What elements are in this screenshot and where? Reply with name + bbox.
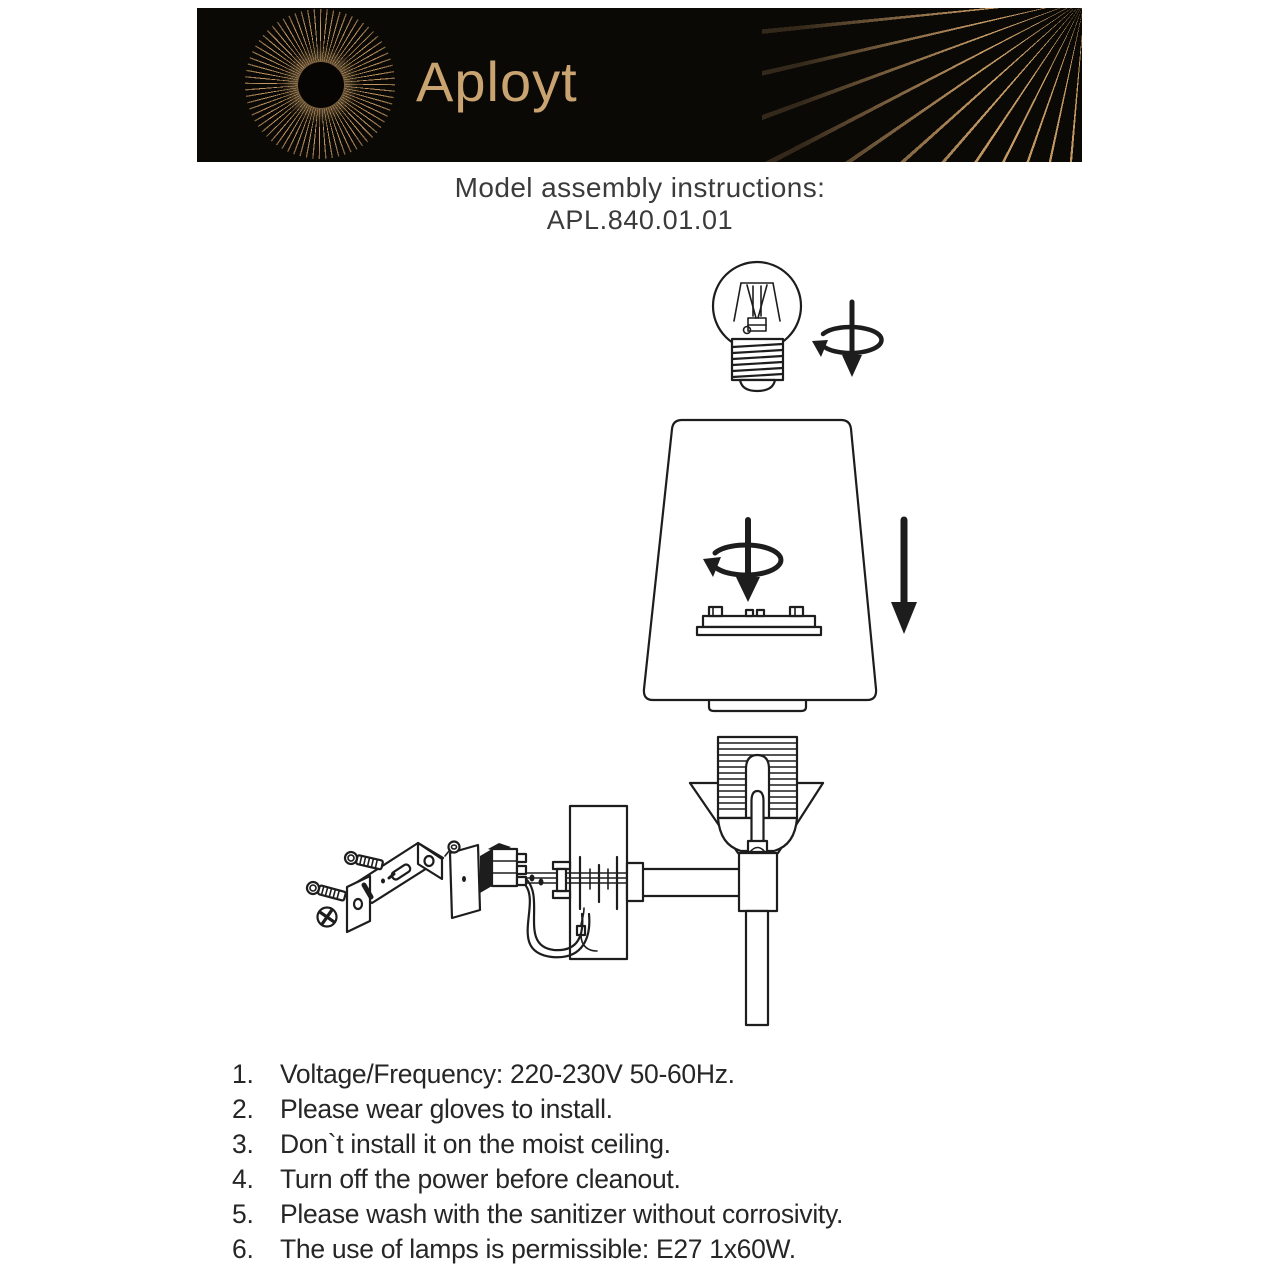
item-number: 6.: [232, 1234, 254, 1264]
socket-stem: [739, 853, 777, 1025]
rotate-arrow-icon: [703, 520, 781, 602]
page-title-line1: Model assembly instructions:: [454, 172, 826, 203]
item-text: Turn off the power before cleanout.: [280, 1164, 681, 1194]
item-number: 5.: [232, 1199, 254, 1229]
list-item: [232, 1095, 1132, 1123]
list-item: [232, 1200, 1132, 1228]
phillips-screw-head-icon: [316, 906, 338, 928]
item-text: Voltage/Frequency: 220-230V 50-60Hz.: [280, 1059, 735, 1089]
list-item: [232, 1130, 1132, 1158]
item-number: 1.: [232, 1059, 254, 1089]
item-text: The use of lamps is permissible: E27 1x60W.: [280, 1234, 796, 1264]
model-number: APL.840.01.01: [546, 205, 734, 235]
wall-plate-icon: [445, 842, 480, 919]
screw-icon: [344, 851, 384, 871]
light-bulb-icon: [713, 262, 801, 391]
screw-icon: [306, 881, 347, 903]
item-text: Don`t install it on the moist ceiling.: [280, 1129, 671, 1159]
instruction-list: [232, 1060, 1132, 1270]
lampshade-icon: [644, 420, 876, 711]
list-item: [232, 1060, 1132, 1088]
list-item: [232, 1165, 1132, 1193]
item-number: 2.: [232, 1094, 254, 1124]
brand-name: Aployt: [416, 50, 578, 113]
item-text: Please wear gloves to install.: [280, 1094, 613, 1124]
rotate-arrow-icon: [812, 302, 882, 377]
wall-mount-assembly: [306, 806, 740, 959]
socket-icon: [690, 737, 823, 853]
terminal-block-icon: [480, 843, 544, 893]
item-text: Please wash with the sanitizer without corrosivity.: [280, 1199, 844, 1229]
item-number: 4.: [232, 1164, 254, 1194]
list-item: [232, 1235, 1132, 1263]
down-arrow-icon: [891, 520, 917, 634]
item-number: 3.: [232, 1129, 254, 1159]
